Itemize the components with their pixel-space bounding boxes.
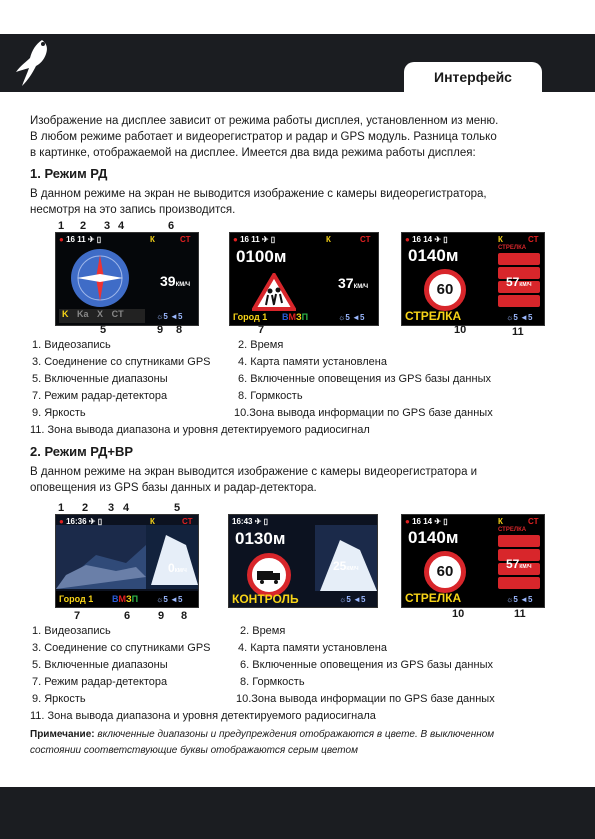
distance-value: 0100м <box>236 247 287 266</box>
status-row: ● 16:36 ✈ ▯ <box>59 517 103 526</box>
callout-11: 11 <box>514 608 526 620</box>
status-row: ● 16 14 ✈ ▯ <box>405 235 448 244</box>
eagle-logo-icon <box>12 36 52 88</box>
callout-4: 4 <box>118 220 125 232</box>
screen-rdvr-control <box>228 514 378 608</box>
callout-7: 7 <box>74 610 81 622</box>
callout-8: 8 <box>181 610 188 622</box>
callout-9: 9 <box>157 324 164 336</box>
section1-text <box>30 186 570 218</box>
signal-bar <box>498 535 540 547</box>
gps-k-indicator: К <box>150 517 155 526</box>
callout-10: 10 <box>454 324 467 336</box>
brightness-volume: ☼5 ◄5 <box>156 312 183 321</box>
speed-value: 57КМ/Ч <box>506 557 532 571</box>
gps-ct-indicator: СТ <box>360 235 371 244</box>
screen-rd-compass <box>55 232 199 326</box>
zone-name: КОНТРОЛЬ <box>232 592 299 606</box>
no-trucks-sign-icon <box>247 553 291 597</box>
city-label: Город 1 <box>233 312 268 322</box>
city-label: Город 1 <box>59 594 94 604</box>
section1-heading: 1. Режим РД <box>30 166 108 181</box>
intro-line: Изображение на дисплее зависит от режима работы дисплея, установленном из меню. <box>30 115 499 127</box>
status-row: 16:43 ✈ ▯ <box>232 517 269 526</box>
distance-value: 0140м <box>408 246 459 265</box>
callout-6: 6 <box>124 610 131 622</box>
legend-row: 7. Режим радар-детектора 8. Гормкость <box>32 676 305 688</box>
speed-limit-sign: 60 <box>424 551 466 593</box>
legend-row: 11. Зона вывода диапазона и уровня детектируемого радиосигнал <box>30 424 370 436</box>
screen-rd-limit <box>401 232 545 326</box>
intro-paragraph <box>30 113 570 161</box>
section1-text-line: несмотря на это запись производится. <box>30 204 236 216</box>
callout-3: 3 <box>108 502 115 514</box>
gps-ct-indicator: СТ <box>528 517 539 526</box>
callout-4: 4 <box>123 502 130 514</box>
section2-text-line: В данном режиме на экран выводится изображение с камеры видеорегистратора и <box>30 466 478 478</box>
section-tab-label: Интерфейс <box>434 69 512 85</box>
brightness-volume: ☼5 ◄5 <box>339 595 366 604</box>
status-row: ● 16 11 ✈ ▯ <box>233 235 276 244</box>
note-label: Примечание: <box>30 729 95 740</box>
legend-section1 <box>32 337 552 439</box>
screen-rdvr-camera <box>55 514 199 608</box>
callout-10: 10 <box>452 608 465 620</box>
callout-5: 5 <box>174 502 181 514</box>
legend-row: 1. Видеозапись 2. Время <box>32 339 284 351</box>
gps-k-indicator: К <box>498 517 503 526</box>
gps-ct-indicator: СТ <box>528 235 539 244</box>
callout-9: 9 <box>158 610 165 622</box>
legend-row: 9. Яркость 10.Зона вывода информации по GPS базе данных <box>32 693 495 705</box>
legend-section2 <box>32 623 552 725</box>
brightness-volume: ☼5 ◄5 <box>156 595 183 604</box>
zone-name: СТРЕЛКА <box>405 309 462 323</box>
callout-2: 2 <box>82 502 89 514</box>
speed-value: 0КМ/Ч <box>168 561 187 575</box>
zone-label: СТРЕЛКА <box>498 527 527 533</box>
callout-8: 8 <box>176 324 183 336</box>
speed-value: 39КМ/Ч <box>160 273 191 289</box>
intro-line: в картинке, отображаемой на дисплее. Имеется два вида режима работы дисплея: <box>30 147 476 159</box>
callout-6: 6 <box>168 220 175 232</box>
note-text2: состоянии соответствующие буквы отображаются серым цветом <box>30 745 358 756</box>
gps-k-indicator: К <box>326 235 331 244</box>
status-row: ● 16 11 ✈ ▯ <box>59 235 102 244</box>
legend-row: 9. Яркость 10.Зона вывода информации по GPS базе данных <box>32 407 493 419</box>
legend-row: 1. Видеозапись 2. Время <box>32 625 286 637</box>
gps-k-indicator: К <box>498 235 503 244</box>
legend-row: 5. Включенные диапазоны 6. Включенные оповещения из GPS базы данных <box>32 373 491 385</box>
footer-bar <box>0 787 595 839</box>
speed-value: 57КМ/Ч <box>506 275 532 289</box>
speed-limit-sign: 60 <box>424 269 466 311</box>
screen-rd-warning <box>229 232 379 326</box>
legend-row: 7. Режим радар-детектора 8. Гормкость <box>32 390 303 402</box>
section-tab <box>404 62 542 92</box>
mode-indicators: ВМЗП <box>282 312 309 322</box>
brightness-volume: ☼5 ◄5 <box>338 313 365 322</box>
zone-label: СТРЕЛКА <box>498 245 527 251</box>
speed-value: 25КМ/Ч <box>333 559 359 573</box>
screen-rdvr-limit <box>401 514 545 608</box>
brightness-volume: ☼5 ◄5 <box>506 595 533 604</box>
legend-row: 3. Соединение со спутниками GPS 4. Карта памяти установлена <box>32 356 387 368</box>
distance-value: 0130м <box>235 529 286 548</box>
speed-value: 37КМ/Ч <box>338 275 369 291</box>
callout-7: 7 <box>258 324 265 336</box>
gps-k-indicator: К <box>150 235 155 244</box>
section2-text-line: оповещения из GPS базы данных и радар-детектора. <box>30 482 317 494</box>
section2-text <box>30 464 570 496</box>
callout-3: 3 <box>104 220 111 232</box>
signal-bar <box>498 253 540 265</box>
note-block <box>30 727 570 759</box>
gps-ct-indicator: СТ <box>180 235 191 244</box>
mode-indicators: ВМЗП <box>112 594 139 604</box>
compass-icon <box>66 247 134 309</box>
callout-2: 2 <box>80 220 87 232</box>
signal-bar <box>498 295 540 307</box>
signal-bar <box>498 577 540 589</box>
gps-ct-indicator: СТ <box>182 517 193 526</box>
intro-line: В любом режиме работает и видеорегистратор и радар и GPS модуль. Разница только <box>30 131 497 143</box>
callout-5: 5 <box>100 324 107 336</box>
zone-name: СТРЕЛКА <box>405 591 462 605</box>
section1-text-line: В данном режиме на экран не выводится изображение с камеры видеорегистратора, <box>30 188 487 200</box>
brightness-volume: ☼5 ◄5 <box>506 313 533 322</box>
legend-row: 3. Соединение со спутниками GPS 4. Карта памяти установлена <box>32 642 387 654</box>
distance-value: 0140м <box>408 528 459 547</box>
callout-11: 11 <box>512 326 524 338</box>
note-text: включенные диапазоны и предупреждения отображаются в цвете. В выключенном <box>97 729 495 740</box>
children-warning-icon <box>252 273 296 311</box>
section2-heading: 2. Режим РД+ВР <box>30 444 134 459</box>
status-row: ● 16 14 ✈ ▯ <box>405 517 448 526</box>
legend-row: 5. Включенные диапазоны 6. Включенные оповещения из GPS базы данных <box>32 659 493 671</box>
callout-1: 1 <box>58 502 65 514</box>
legend-row: 11. Зона вывода диапазона и уровня детектируемого радиосигнала <box>30 710 376 722</box>
callout-1: 1 <box>58 220 65 232</box>
bands-row: K Ka X CT <box>59 309 145 323</box>
camera-view-image <box>315 525 377 591</box>
